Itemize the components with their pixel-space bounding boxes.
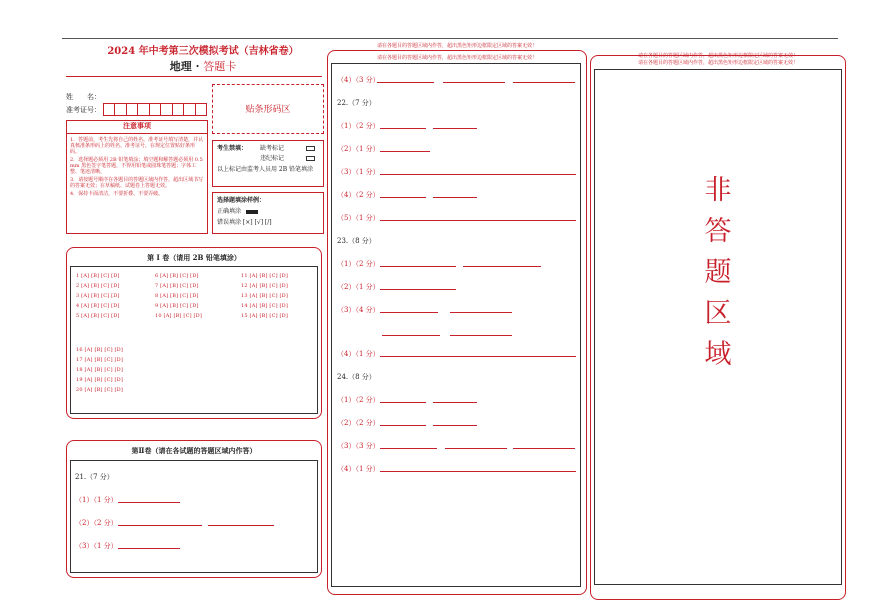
- sample-wrong: 错误填涂 [×] [√] [/]: [217, 219, 272, 226]
- answer-line[interactable]: [433, 197, 477, 198]
- answer-line[interactable]: [380, 425, 426, 426]
- answer-line[interactable]: [380, 289, 456, 290]
- non-answer-char: 域: [704, 339, 732, 370]
- choice-row[interactable]: 18 [A] [B] [C] [D]: [76, 367, 124, 373]
- q23-heading: 23.（8 分）: [337, 237, 376, 245]
- choice-row[interactable]: 2 [A] [B] [C] [D]: [76, 283, 120, 289]
- answer-line[interactable]: [380, 448, 437, 449]
- q20-4-label: （4）（3 分）: [337, 76, 380, 84]
- choice-col-3[interactable]: [241, 271, 288, 321]
- q24-4-label: （4）（1 分）: [337, 465, 380, 473]
- non-answer-char: 题: [704, 257, 732, 288]
- section2-title: 第Ⅱ卷（请在各试题的答题区域内作答）: [131, 446, 257, 455]
- choice-row[interactable]: 3 [A] [B] [C] [D]: [76, 293, 120, 299]
- q23-1-label: （1）（2 分）: [337, 260, 380, 268]
- choice-row[interactable]: 13 [A] [B] [C] [D]: [241, 293, 289, 299]
- answer-line[interactable]: [380, 128, 426, 129]
- q24-3-label: （3）（3 分）: [337, 442, 380, 450]
- choice-col-1[interactable]: [76, 271, 120, 321]
- section1-title: 第 Ⅰ 卷（请用 2B 铅笔填涂）: [147, 253, 241, 262]
- choice-col-2[interactable]: [155, 271, 202, 321]
- notes-list: [70, 137, 204, 197]
- non-answer-char: 区: [704, 298, 732, 329]
- name-label: 姓 名：: [66, 93, 101, 101]
- choice-row[interactable]: 17 [A] [B] [C] [D]: [76, 357, 124, 363]
- answer-line[interactable]: [380, 356, 576, 357]
- choice-row[interactable]: 6 [A] [B] [C] [D]: [155, 273, 199, 279]
- forbidden-title: 考生禁填：: [217, 145, 248, 152]
- answer-line[interactable]: [443, 82, 505, 83]
- non-answer-area: [694, 170, 742, 375]
- answer-line[interactable]: [463, 266, 541, 267]
- answer-line[interactable]: [380, 197, 426, 198]
- answer-line[interactable]: [380, 471, 576, 472]
- answer-line[interactable]: [450, 335, 512, 336]
- choice-col-4[interactable]: [76, 345, 123, 395]
- note-item: 1．答题前，考生先将自己的姓名、准考证号填写清楚，并认真核准条形码上的姓名、准考证号，在规定位置贴好条形码。: [70, 137, 204, 155]
- violation-mark-box[interactable]: [306, 156, 315, 161]
- choice-row[interactable]: 5 [A] [B] [C] [D]: [76, 313, 120, 319]
- note-item: 3．请按题号顺序在各题目的答题区域内作答，超出区域书写的答案无效；在草稿纸、试题卷上答题无效。: [70, 177, 204, 189]
- q22-2-label: （2）（1 分）: [337, 145, 380, 153]
- q24-heading: 24.（8 分）: [337, 373, 376, 381]
- answer-line[interactable]: [118, 548, 180, 549]
- middle-warning-inner: 请在各题目的答题区域内作答，超出黑色矩形边框限定区域的答案无效！: [376, 55, 537, 61]
- answer-line[interactable]: [377, 82, 434, 83]
- q22-4-label: （4）（2 分）: [337, 191, 380, 199]
- choice-row[interactable]: 14 [A] [B] [C] [D]: [241, 303, 289, 309]
- forbidden-note: 以上标记由监考人员用 2B 铅笔填涂: [217, 166, 314, 173]
- absent-label: 缺考标记: [260, 145, 285, 152]
- choice-row[interactable]: 15 [A] [B] [C] [D]: [241, 313, 289, 319]
- choice-row[interactable]: 20 [A] [B] [C] [D]: [76, 387, 124, 393]
- ticket-boxes[interactable]: [103, 103, 207, 116]
- q21-1-label: （1）（1 分）: [75, 496, 118, 504]
- ticket-label: 准考证号：: [66, 106, 101, 114]
- q22-5-label: （5）（1 分）: [337, 214, 380, 222]
- note-item: 4．保持卡面清洁，不要折叠、不要弄破。: [70, 191, 164, 197]
- choice-row[interactable]: 8 [A] [B] [C] [D]: [155, 293, 199, 299]
- non-answer-char: 非: [704, 175, 732, 206]
- page-title: 2024 年中考第三次模拟考试（吉林省卷）: [107, 46, 299, 57]
- non-answer-char: 答: [704, 216, 732, 247]
- q23-2-label: （2）（1 分）: [337, 283, 380, 291]
- answer-line[interactable]: [380, 312, 438, 313]
- answer-line[interactable]: [208, 525, 274, 526]
- answer-line[interactable]: [118, 502, 180, 503]
- subtitle-main: 答题卡: [203, 60, 237, 73]
- sample-title: 选择题填涂样例：: [217, 197, 266, 204]
- answer-line[interactable]: [380, 220, 576, 221]
- answer-line[interactable]: [380, 266, 456, 267]
- page-subtitle: [88, 58, 318, 74]
- answer-line[interactable]: [513, 448, 575, 449]
- top-rule: [62, 38, 838, 39]
- answer-line[interactable]: [118, 525, 202, 526]
- answer-line[interactable]: [433, 128, 477, 129]
- answer-line[interactable]: [380, 151, 430, 152]
- middle-inner-box: [331, 63, 581, 587]
- sample-correct: 正确填涂: [217, 208, 242, 215]
- q22-3-label: （3）（1 分）: [337, 168, 380, 176]
- q22-heading: 22.（7 分）: [337, 99, 376, 107]
- q21-3-label: （3）（1 分）: [75, 542, 118, 550]
- answer-line[interactable]: [380, 174, 576, 175]
- q23-3-label: （3）（4 分）: [337, 306, 380, 314]
- choice-row[interactable]: 9 [A] [B] [C] [D]: [155, 303, 199, 309]
- barcode-label: 贴条形码区: [245, 105, 291, 115]
- q22-1-label: （1）（2 分）: [337, 122, 380, 130]
- choice-row[interactable]: 1 [A] [B] [C] [D]: [76, 273, 120, 279]
- absent-mark-box[interactable]: [306, 146, 315, 151]
- q21-heading: 21.（7 分）: [75, 473, 114, 481]
- choice-row[interactable]: 7 [A] [B] [C] [D]: [155, 283, 199, 289]
- middle-warning-top: 请在各题目的答题区域内作答，超出黑色矩形边框限定区域的答案无效！: [376, 43, 537, 49]
- q24-2-label: （2）（2 分）: [337, 419, 380, 427]
- filled-mark-sample: [246, 210, 258, 214]
- choice-row[interactable]: 4 [A] [B] [C] [D]: [76, 303, 120, 309]
- answer-line[interactable]: [382, 335, 440, 336]
- answer-line[interactable]: [380, 402, 426, 403]
- answer-line[interactable]: [450, 312, 512, 313]
- answer-line[interactable]: [513, 82, 575, 83]
- choice-row[interactable]: 10 [A] [B] [C] [D]: [155, 313, 203, 319]
- notes-title: 注意事项: [66, 121, 208, 134]
- answer-line[interactable]: [433, 402, 477, 403]
- answer-line[interactable]: [445, 448, 507, 449]
- violation-label: 违纪标记: [260, 155, 285, 162]
- answer-line[interactable]: [433, 425, 477, 426]
- title-underline: [66, 76, 322, 77]
- right-warning-1: 请在各题目的答题区域内作答，超出黑色矩形边框限定区域的答案无效！: [637, 53, 798, 59]
- right-warning-2: 请在各题目的答题区域内作答，超出黑色矩形边框限定区域的答案无效！: [637, 60, 798, 66]
- note-item: 2．选择题必须用 2B 铅笔填涂；填空题和解答题必须用 0.5 mm 黑色签字笔答题，不得用铅笔或圆珠笔答题；字体工整、笔迹清晰。: [70, 157, 203, 175]
- choice-row[interactable]: 16 [A] [B] [C] [D]: [76, 347, 124, 353]
- choice-row[interactable]: 12 [A] [B] [C] [D]: [241, 283, 289, 289]
- q24-1-label: （1）（2 分）: [337, 396, 380, 404]
- choice-row[interactable]: 11 [A] [B] [C] [D]: [241, 273, 289, 279]
- choice-row[interactable]: 19 [A] [B] [C] [D]: [76, 377, 124, 383]
- subtitle-prefix: 地理 ·: [169, 60, 204, 73]
- q21-2-label: （2）（2 分）: [75, 519, 118, 527]
- q23-4-label: （4）（1 分）: [337, 350, 380, 358]
